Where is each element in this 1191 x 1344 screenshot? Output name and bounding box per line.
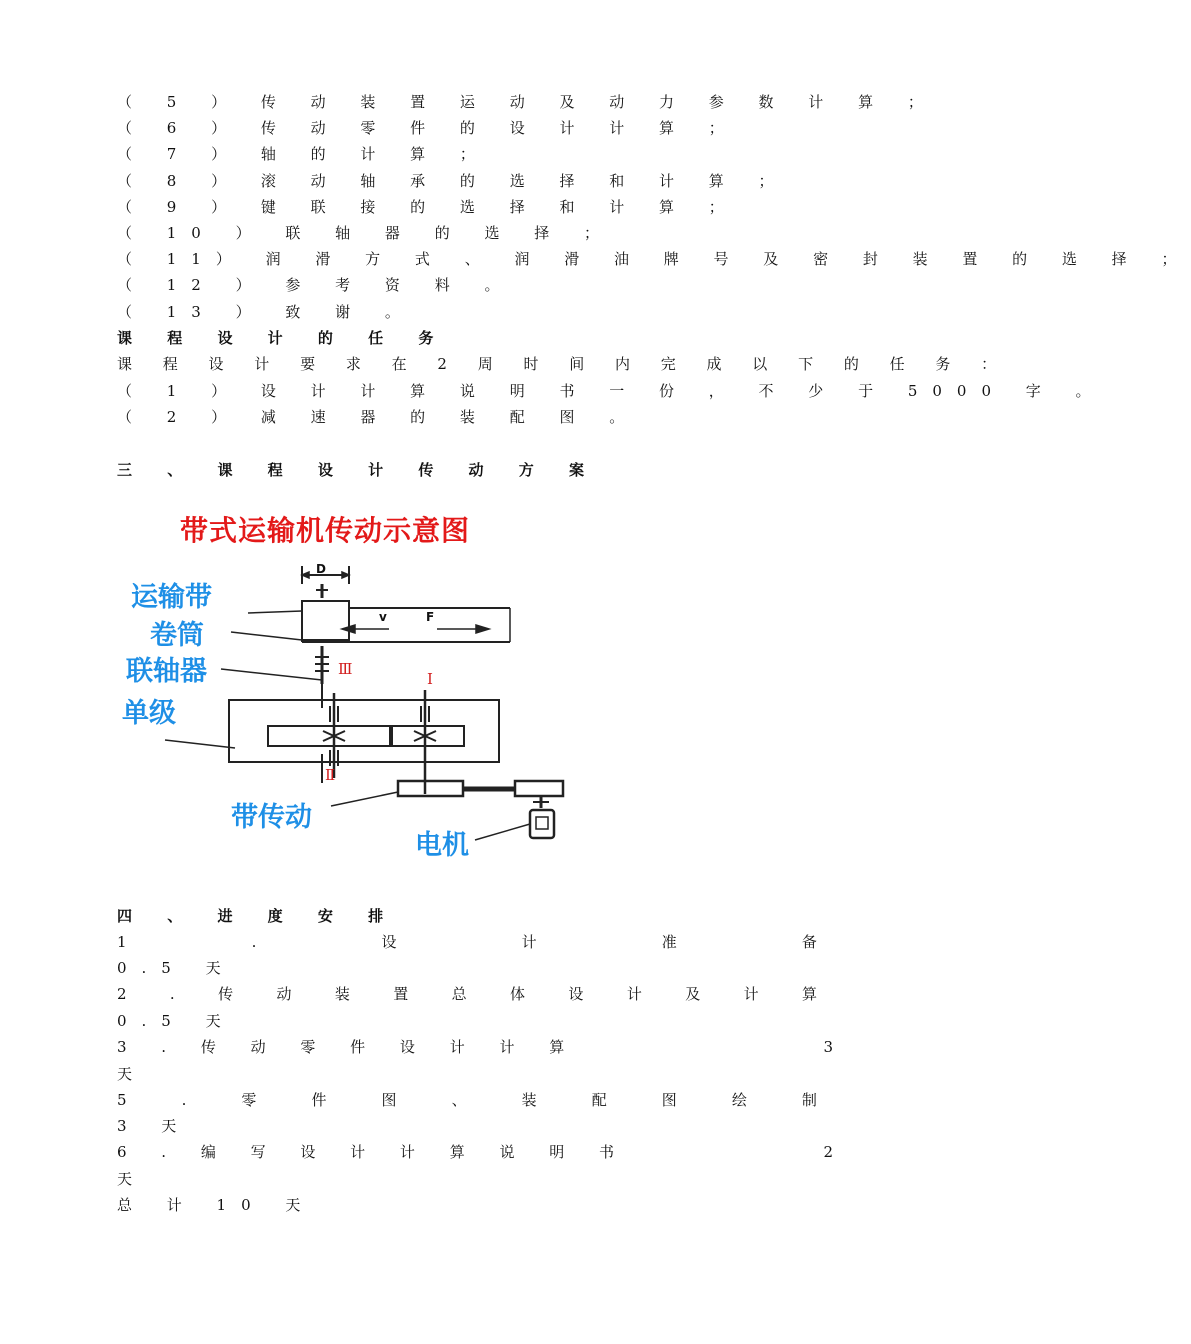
schedule-row-5-days: 3 天 xyxy=(117,1117,192,1135)
schedule-row-6-num: 2 xyxy=(823,1143,833,1161)
schedule-word: 、 xyxy=(451,1091,467,1109)
content-item: （ 12 ） 参 考 资 料 。 xyxy=(117,276,515,295)
figure-title: 带式运输机传动示意图 xyxy=(180,514,471,547)
schedule-word: 准 xyxy=(661,933,677,951)
schedule-row-1-days: 0.5 天 xyxy=(117,959,236,977)
schedule-word: . xyxy=(181,1091,187,1109)
schedule-word: 计 xyxy=(521,933,537,951)
schedule-word: . xyxy=(169,985,175,1003)
task-heading: 课 程 设 计 的 任 务 xyxy=(117,329,449,347)
schedule-row-3-text: 3 . 传 动 零 件 设 计 计 算 xyxy=(117,1038,580,1056)
schedule-row-2-parts xyxy=(117,984,817,1004)
schedule-word: 算 xyxy=(801,985,817,1003)
transmission-diagram xyxy=(117,508,587,873)
schedule-word: 总 xyxy=(451,985,467,1003)
schedule-word: . xyxy=(251,933,257,951)
schedule-word: 图 xyxy=(661,1091,677,1109)
label-belt-drive: 带传动 xyxy=(231,802,312,833)
schedule-word: 计 xyxy=(743,985,759,1003)
content-item: （ 5 ） 传 动 装 置 运 动 及 动 力 参 数 计 算 ； xyxy=(117,93,938,111)
schedule-word: 制 xyxy=(801,1091,817,1109)
schedule-word: 传 xyxy=(218,985,234,1003)
section3-heading: 三 、 课 程 设 计 传 动 方 案 xyxy=(117,461,600,479)
schedule-word: 图 xyxy=(381,1091,397,1109)
task-item-1: （ 1 ） 设 计 计 算 说 明 书 一 份 ， 不 少 于 5000 字 。 xyxy=(117,382,1106,400)
schedule-word: 及 xyxy=(685,985,701,1003)
schedule-row-6-text: 6 . 编 写 设 计 计 算 说 明 书 xyxy=(117,1143,629,1161)
shaft-3-label: Ⅲ xyxy=(338,660,353,678)
schedule-row-5 xyxy=(117,1090,833,1110)
schedule-word: 5 xyxy=(117,1091,127,1109)
schedule-row-3-unit: 天 xyxy=(117,1065,133,1083)
content-item: （ 8 ） 滚 动 轴 承 的 选 择 和 计 算 ； xyxy=(117,171,789,190)
content-item: （ 9 ） 键 联 接 的 选 择 和 计 算 ； xyxy=(117,197,739,216)
schedule-row-2 xyxy=(117,984,833,1004)
section4-heading: 四 、 进 度 安 排 xyxy=(117,907,399,925)
content-item: （ 10 ） 联 轴 器 的 选 择 ； xyxy=(117,224,615,242)
schedule-word: 备 xyxy=(801,933,817,951)
schedule-row-3-num: 3 xyxy=(823,1038,833,1056)
content-item: （ 7 ） 轴 的 计 算 ； xyxy=(117,145,490,164)
velocity-label: v xyxy=(379,610,387,624)
label-conveyor-belt: 运输带 xyxy=(131,582,212,613)
schedule-word: 计 xyxy=(626,985,642,1003)
schedule-word: 2 xyxy=(117,985,127,1003)
schedule-word: 1 xyxy=(117,933,127,951)
schedule-row-6 xyxy=(117,1142,833,1162)
schedule-word: 绘 xyxy=(731,1091,747,1109)
schedule-word: 零 xyxy=(241,1091,257,1109)
diagram-lines xyxy=(117,508,587,873)
schedule-row-1-parts xyxy=(117,932,817,952)
schedule-row-5-parts xyxy=(117,1090,817,1110)
schedule-word: 设 xyxy=(568,985,584,1003)
schedule-word: 装 xyxy=(334,985,350,1003)
shaft-2-label: Ⅱ xyxy=(325,766,336,784)
label-coupling: 联轴器 xyxy=(126,656,207,687)
task-intro: 课 程 设 计 要 求 在 2 周 时 间 内 完 成 以 下 的 任 务 ： xyxy=(117,355,1010,373)
schedule-row-2-days: 0.5 天 xyxy=(117,1012,236,1030)
schedule-word: 装 xyxy=(521,1091,537,1109)
content-item: （ 11） 润 滑 方 式 、 润 滑 油 牌 号 及 密 封 装 置 的 选 择 ； xyxy=(117,250,1191,269)
force-label: F xyxy=(426,610,435,624)
label-motor: 电机 xyxy=(415,830,469,861)
schedule-row-3 xyxy=(117,1037,833,1057)
schedule-word: 体 xyxy=(510,985,526,1003)
schedule-word: 件 xyxy=(311,1091,327,1109)
schedule-word: 设 xyxy=(381,933,397,951)
schedule-word: 动 xyxy=(276,985,292,1003)
schedule-row-6-unit: 天 xyxy=(117,1170,133,1188)
schedule-word: 置 xyxy=(393,985,409,1003)
content-item: （ 6 ） 传 动 零 件 的 设 计 计 算 ； xyxy=(117,119,739,138)
label-drum: 卷筒 xyxy=(150,620,204,651)
dimension-d-label: D xyxy=(316,562,326,576)
task-item-2: （ 2 ） 减 速 器 的 装 配 图 。 xyxy=(117,408,640,426)
schedule-word: 配 xyxy=(591,1091,607,1109)
content-item: （ 13 ） 致 谢 。 xyxy=(117,302,415,321)
schedule-total: 总 计 10 天 xyxy=(117,1196,316,1214)
shaft-1-label: Ⅰ xyxy=(427,670,433,688)
label-single-stage: 单级 xyxy=(122,698,176,729)
schedule-row-1 xyxy=(117,932,833,952)
